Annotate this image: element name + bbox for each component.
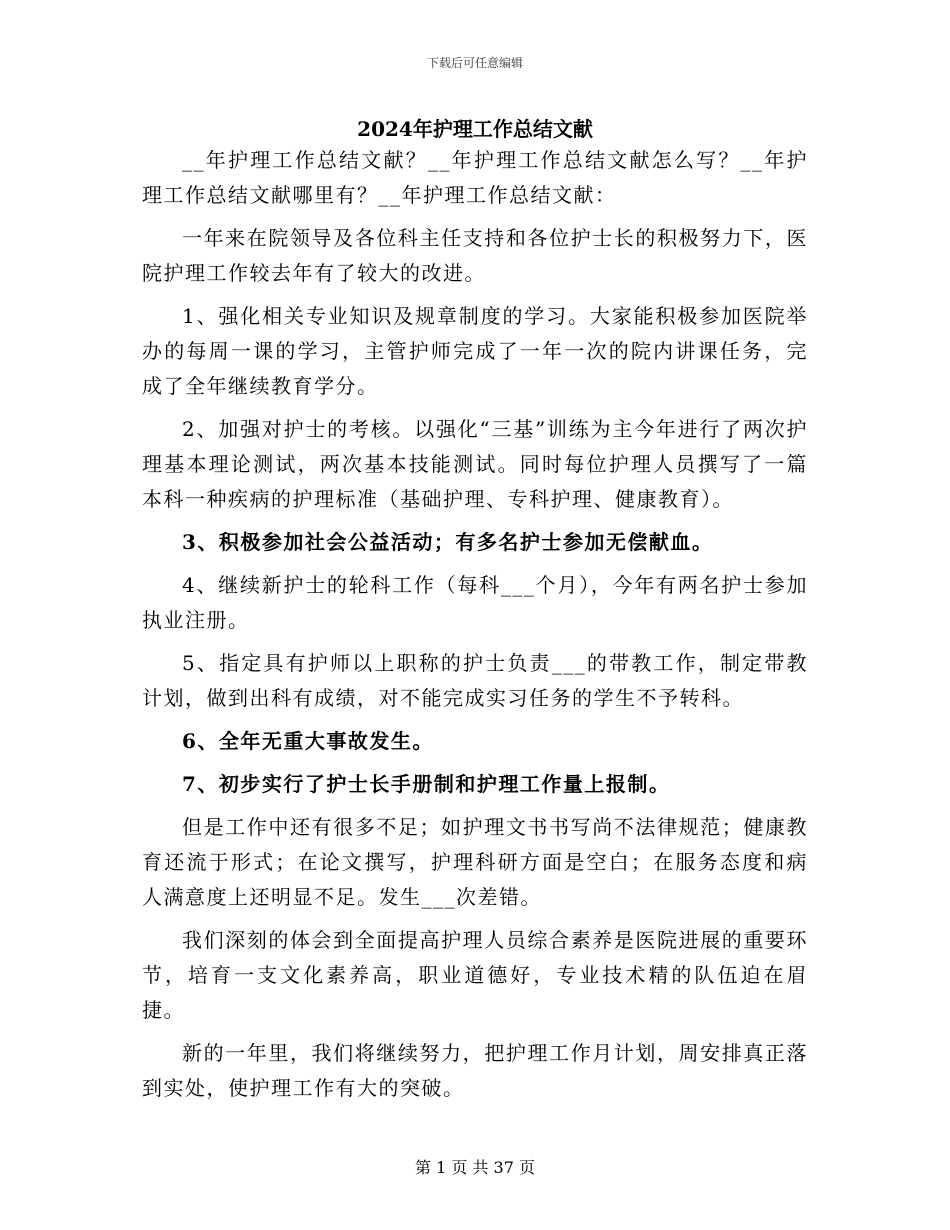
- page-footer: 第 1 页 共 37 页: [415, 1158, 535, 1177]
- paragraph-outlook: 新的一年里，我们将继续努力，把护理工作月计划，周安排真正落到实处，使护理工作有大的突破。: [142, 1041, 808, 1100]
- paragraph-item-1: 1、强化相关专业知识及规章制度的学习。大家能积极参加医院举办的每周一课的学习，主管护师完成了一年一次的院内讲课任务，完成了全年继续教育学分。: [142, 304, 808, 398]
- paragraph-item-6: 6、全年无重大事故发生。: [182, 729, 434, 753]
- paragraph-intro: __年护理工作总结文献？__年护理工作总结文献怎么写？__年护理工作总结文献哪里有？__年护理工作总结文献：: [142, 148, 808, 207]
- paragraph-overview: 一年来在院领导及各位科主任支持和各位护士长的积极努力下，医院护理工作较去年有了较大的改进。: [142, 226, 808, 285]
- paragraph-item-2: 2、加强对护士的考核。以强化“三基”训练为主今年进行了两次护理基本理论测试，两次基本技能测试。同时每位护理人员撰写了一篇本科一种疾病的护理标准（基础护理、专科护理、健康教育）。: [142, 417, 808, 511]
- paragraph-reflection: 我们深刻的体会到全面提高护理人员综合素养是医院进展的重要环节，培育一支文化素养高，职业道德好，专业技术精的队伍迫在眉捷。: [142, 928, 808, 1022]
- paragraph-item-4: 4、继续新护士的轮科工作（每科___个月），今年有两名护士参加执业注册。: [142, 573, 808, 632]
- header-note: 下载后可任意编辑: [426, 56, 523, 70]
- paragraph-item-7: 7、初步实行了护士长手册制和护理工作量上报制。: [182, 772, 671, 796]
- document-title: 2024年护理工作总结文献: [357, 117, 593, 141]
- document-body: [142, 143, 808, 1114]
- paragraph-item-3: 3、积极参加社会公益活动；有多名护士参加无偿献血。: [182, 530, 714, 554]
- paragraph-shortcomings: 但是工作中还有很多不足；如护理文书书写尚不法律规范；健康教育还流于形式；在论文撰写，护理科研方面是空白；在服务态度和病人满意度上还明显不足。发生___次差错。: [142, 815, 808, 909]
- paragraph-item-5: 5、指定具有护师以上职称的护士负责___的带教工作，制定带教计划，做到出科有成绩，对不能完成实习任务的学生不予转科。: [142, 651, 808, 710]
